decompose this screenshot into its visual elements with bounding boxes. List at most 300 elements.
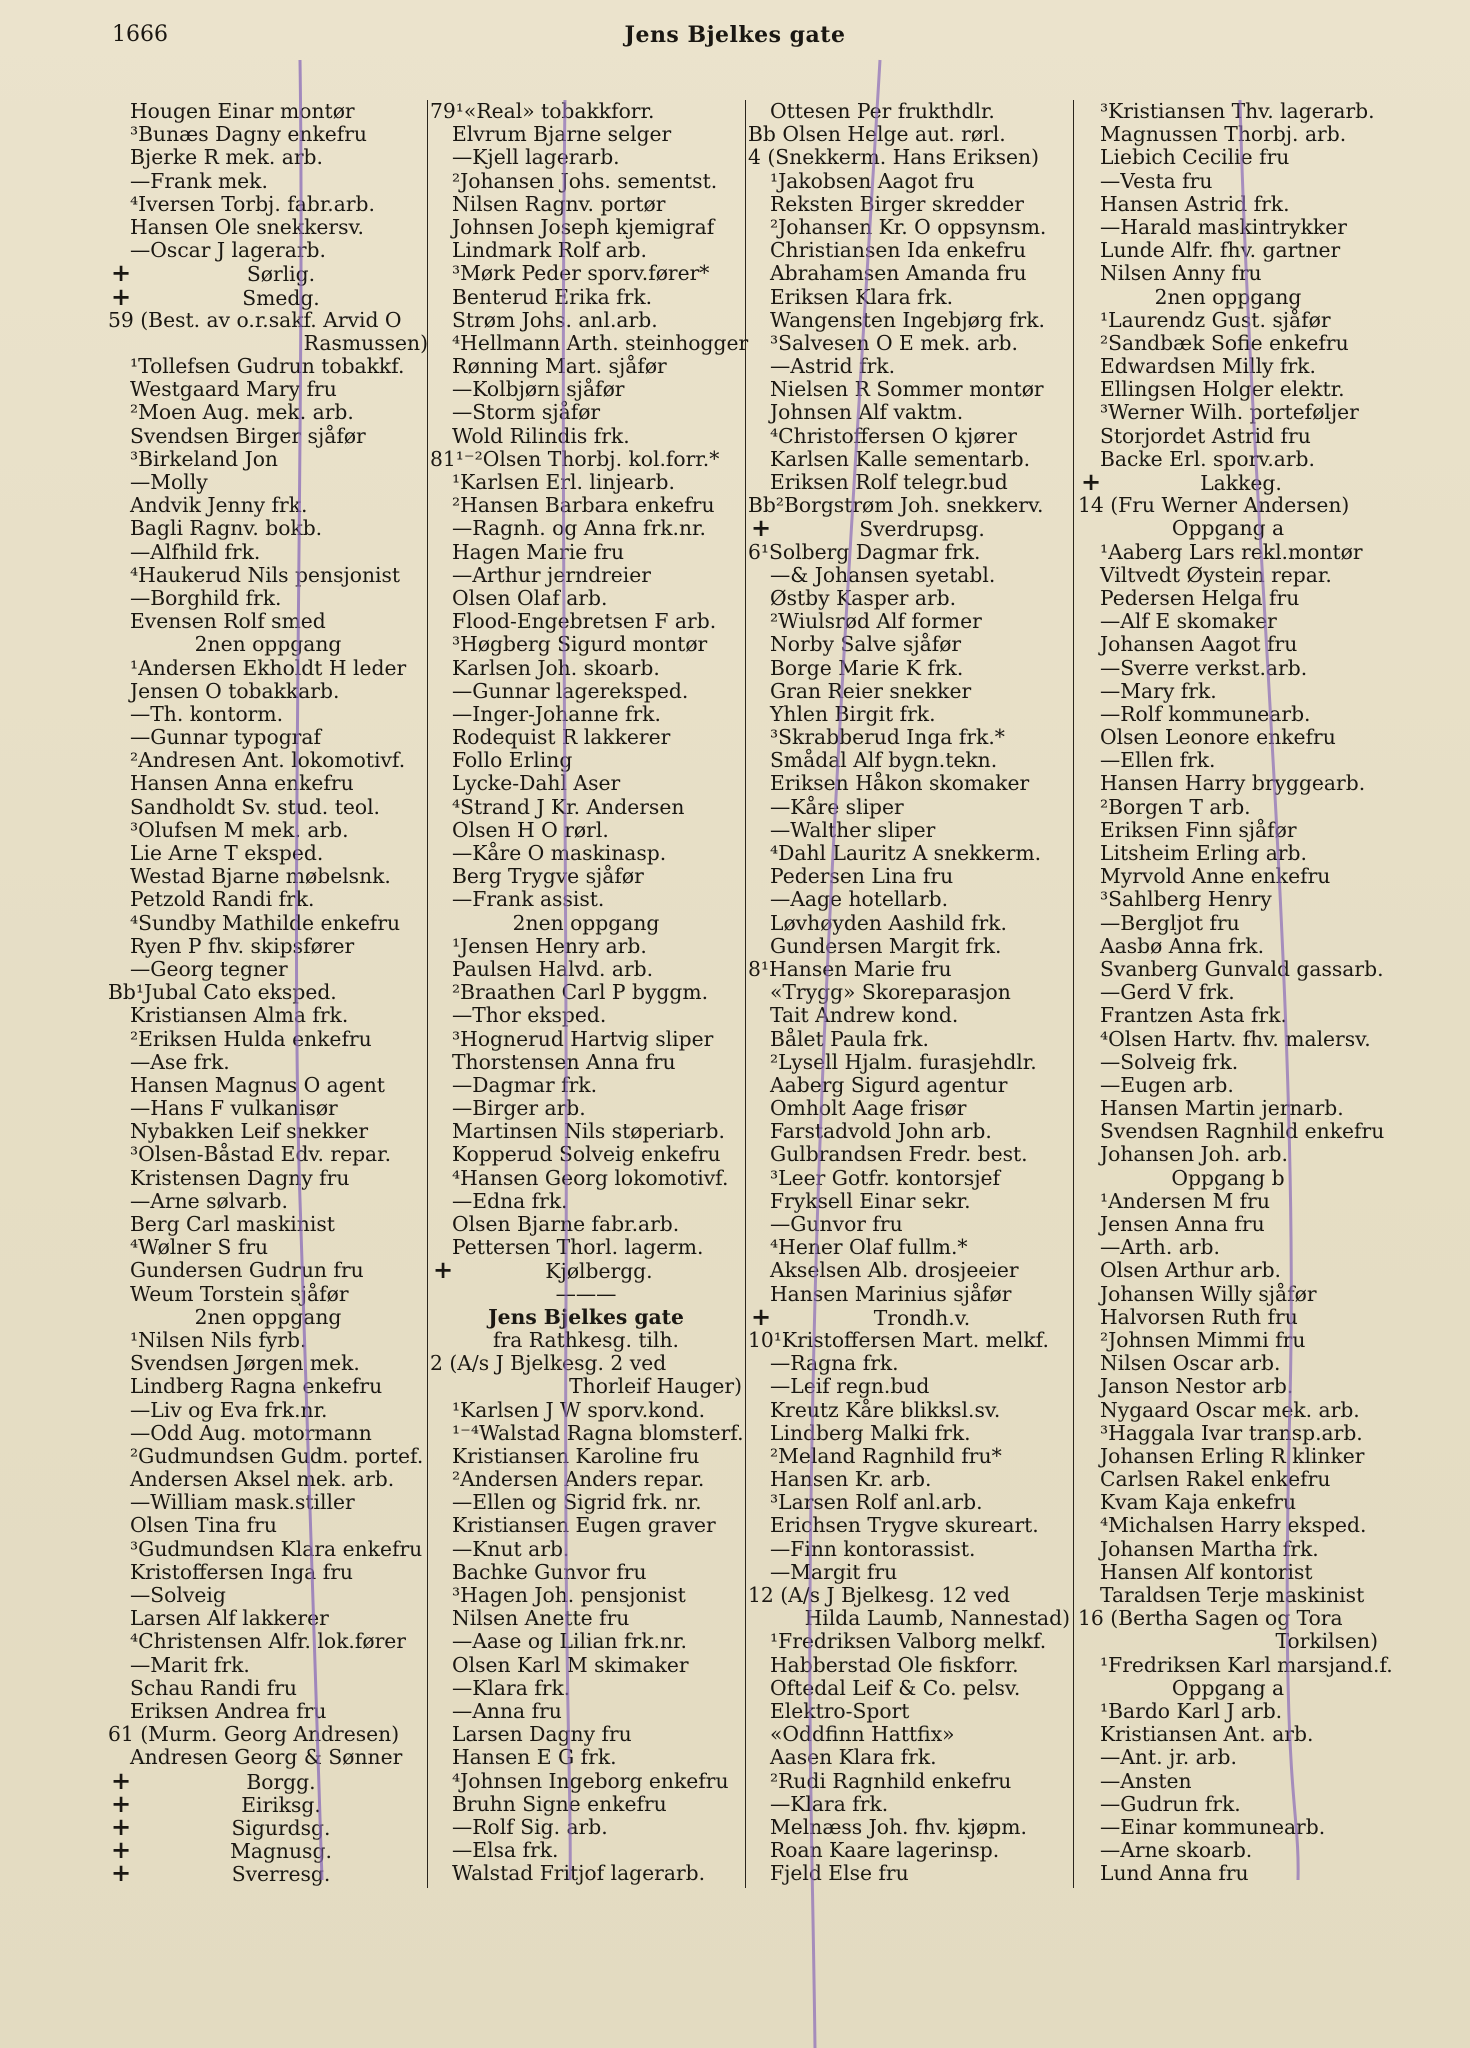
section-heading bbox=[1078, 1167, 1378, 1190]
resident-text: Nielsen R Sommer montør bbox=[770, 377, 1044, 402]
resident-entry bbox=[1078, 1259, 1378, 1282]
resident-entry bbox=[108, 123, 428, 146]
resident-entry bbox=[1078, 146, 1378, 169]
resident-text: Hansen Anna enkefru bbox=[130, 771, 354, 796]
directory-column-1 bbox=[108, 99, 428, 1888]
resident-text: Magnussen Thorbj. arb. bbox=[1100, 122, 1347, 147]
resident-text: —Odd Aug. motormann bbox=[130, 1420, 372, 1445]
resident-entry bbox=[108, 1630, 428, 1653]
resident-text: Johnsen Joseph kjemigraf bbox=[452, 214, 715, 239]
resident-entry bbox=[430, 286, 742, 309]
resident-text: —Klara frk. bbox=[770, 1791, 889, 1816]
resident-entry bbox=[748, 401, 1070, 424]
resident-text: ²Braathen Carl P byggm. bbox=[452, 980, 709, 1005]
resident-entry bbox=[748, 309, 1070, 332]
resident-text: Hagen Marie fru bbox=[452, 539, 625, 564]
house-text: Bb²Borgstrøm Joh. snekkerv. bbox=[748, 493, 1044, 518]
resident-entry bbox=[430, 749, 742, 772]
section-heading bbox=[1078, 517, 1378, 540]
resident-text: Lindberg Ragna enkefru bbox=[130, 1374, 383, 1399]
resident-entry bbox=[748, 726, 1070, 749]
resident-text: ¹Jakobsen Aagot fru bbox=[770, 168, 975, 193]
resident-text: Johansen Aagot fru bbox=[1100, 632, 1298, 657]
house-entry bbox=[108, 981, 428, 1004]
resident-text: Eriksen Håkon skomaker bbox=[770, 771, 1030, 796]
resident-text: —Kåre O maskinasp. bbox=[452, 841, 667, 865]
resident-text: —Ellen og Sigrid frk. nr. bbox=[452, 1490, 702, 1515]
resident-text: Farstadvold John arb. bbox=[770, 1119, 992, 1144]
house-entry bbox=[748, 1584, 1070, 1607]
resident-entry bbox=[430, 193, 742, 216]
resident-text: Østby Kasper arb. bbox=[770, 585, 957, 610]
resident-entry bbox=[108, 1607, 428, 1630]
resident-entry bbox=[430, 1630, 742, 1653]
resident-text: Taraldsen Terje maskinist bbox=[1100, 1583, 1365, 1607]
resident-text: Olsen Leonore enkefru bbox=[1100, 725, 1336, 750]
resident-entry bbox=[748, 587, 1070, 610]
resident-text: ²Hansen Barbara enkefru bbox=[452, 493, 715, 518]
section-heading-text: 2nen oppgang bbox=[194, 1304, 342, 1329]
cross-street-icon: + bbox=[432, 1255, 454, 1285]
resident-entry bbox=[748, 262, 1070, 285]
resident-text: Bachke Gunvor fru bbox=[452, 1559, 647, 1584]
resident-text: Westad Bjarne møbelsnk. bbox=[130, 864, 391, 889]
resident-entry bbox=[1078, 262, 1378, 285]
resident-entry bbox=[1078, 912, 1378, 935]
resident-text: Lie Arne T eksped. bbox=[130, 841, 324, 865]
resident-text: ⁴Christensen Alfr. lok.fører bbox=[130, 1629, 406, 1654]
resident-text: Eriksen Finn sjåfør bbox=[1100, 817, 1297, 842]
resident-entry bbox=[1078, 633, 1378, 656]
resident-text: Weum Torstein sjåfør bbox=[130, 1281, 349, 1306]
resident-entry bbox=[748, 1723, 1070, 1746]
resident-entry bbox=[108, 1213, 428, 1236]
resident-text: ²Johansen Johs. sementst. bbox=[452, 168, 718, 193]
resident-entry bbox=[108, 1190, 428, 1213]
house-text: 79¹«Real» tobakkforr. bbox=[430, 99, 655, 123]
resident-text: Elvrum Bjarne selger bbox=[452, 122, 672, 147]
resident-entry bbox=[1078, 1236, 1378, 1259]
house-text: 4 (Snekkerm. Hans Eriksen) bbox=[748, 145, 1039, 170]
resident-entry bbox=[1078, 1399, 1378, 1422]
directory-column-3 bbox=[748, 100, 1070, 1885]
resident-entry bbox=[430, 541, 742, 564]
resident-text: Hansen E G frk. bbox=[452, 1745, 617, 1770]
resident-text: —Storm sjåfør bbox=[452, 400, 601, 425]
house-entry bbox=[748, 958, 1070, 981]
resident-entry bbox=[748, 842, 1070, 865]
resident-entry bbox=[108, 1700, 428, 1723]
resident-text: —Gunnar lagereksped. bbox=[452, 678, 689, 703]
resident-text: Lund Anna fru bbox=[1100, 1861, 1249, 1886]
resident-text: Kreutz Kåre blikksl.sv. bbox=[770, 1397, 1001, 1422]
resident-text: ¹Fredriksen Karl marsjand.f. bbox=[1100, 1652, 1393, 1677]
resident-entry bbox=[748, 1051, 1070, 1074]
resident-entry bbox=[108, 1074, 428, 1097]
resident-text: Andersen Aksel mek. arb. bbox=[130, 1467, 395, 1492]
resident-text: —Arne sølvarb. bbox=[130, 1188, 288, 1213]
resident-text: Andvik Jenny frk. bbox=[130, 493, 308, 518]
resident-entry bbox=[430, 309, 742, 332]
resident-entry bbox=[108, 1422, 428, 1445]
resident-entry bbox=[748, 100, 1070, 123]
cross-street-name: Sigurdsg. bbox=[231, 1815, 331, 1840]
resident-text: Ottesen Per frukthdlr. bbox=[770, 99, 995, 123]
resident-text: ¹Tollefsen Gudrun tobakkf. bbox=[130, 354, 405, 379]
resident-entry bbox=[748, 1190, 1070, 1213]
resident-text: Backe Erl. sporv.arb. bbox=[1100, 446, 1315, 471]
resident-entry bbox=[430, 865, 742, 888]
resident-text: Johansen Willy sjåfør bbox=[1100, 1281, 1317, 1306]
house-entry bbox=[748, 541, 1070, 564]
resident-text: Olsen Tina fru bbox=[130, 1513, 277, 1538]
resident-entry bbox=[108, 1584, 428, 1607]
resident-entry bbox=[748, 1213, 1070, 1236]
resident-text: Carlsen Rakel enkefru bbox=[1100, 1467, 1331, 1492]
resident-entry bbox=[430, 958, 742, 981]
resident-entry bbox=[430, 703, 742, 726]
house-entry bbox=[1078, 1607, 1378, 1630]
resident-entry bbox=[430, 819, 742, 842]
resident-entry bbox=[430, 680, 742, 703]
resident-text: ⁴Hellmann Arth. steinhogger bbox=[452, 330, 749, 355]
resident-text: —Borghild frk. bbox=[130, 585, 282, 610]
resident-text: «Trygg» Skoreparasjon bbox=[770, 980, 1011, 1005]
resident-text: Borge Marie K frk. bbox=[770, 655, 964, 680]
house-entry bbox=[430, 100, 742, 123]
resident-entry bbox=[430, 1839, 742, 1862]
resident-text: Johansen Joh. arb. bbox=[1100, 1142, 1288, 1167]
resident-entry bbox=[430, 1677, 742, 1700]
section-heading bbox=[430, 1329, 742, 1352]
resident-text: —Hans F vulkanisør bbox=[130, 1096, 338, 1121]
section-heading bbox=[430, 912, 742, 935]
resident-entry bbox=[108, 355, 428, 378]
resident-text: Svendsen Birger sjåfør bbox=[130, 423, 366, 448]
section-heading bbox=[108, 1306, 428, 1329]
resident-text: Hansen Martin jernarb. bbox=[1100, 1096, 1344, 1121]
resident-entry bbox=[108, 1445, 428, 1468]
resident-text: Erichsen Trygve skureart. bbox=[770, 1513, 1039, 1538]
resident-text: ¹Andersen Ekholdt H leder bbox=[130, 655, 407, 680]
resident-text: —Rolf Sig. arb. bbox=[452, 1814, 608, 1839]
resident-entry bbox=[430, 378, 742, 401]
resident-text: Kristiansen Karoline fru bbox=[452, 1443, 700, 1468]
resident-entry bbox=[430, 146, 742, 169]
resident-entry bbox=[748, 1375, 1070, 1398]
resident-text: ³Larsen Rolf anl.arb. bbox=[770, 1490, 983, 1515]
cross-street-icon: + bbox=[110, 258, 132, 288]
resident-text: Hansen Harry bryggearb. bbox=[1100, 771, 1366, 796]
resident-entry bbox=[108, 1051, 428, 1074]
cross-street-name: Smedg. bbox=[242, 285, 320, 310]
resident-text: Aasbø Anna frk. bbox=[1100, 933, 1265, 958]
resident-text: Løvhøyden Aashild frk. bbox=[770, 910, 1007, 935]
resident-entry bbox=[430, 1793, 742, 1816]
resident-text: Gundersen Margit frk. bbox=[770, 933, 1002, 958]
resident-entry bbox=[108, 1143, 428, 1166]
cross-street-icon: + bbox=[750, 1301, 772, 1331]
resident-entry bbox=[748, 170, 1070, 193]
resident-entry bbox=[430, 401, 742, 424]
resident-text: Paulsen Halvd. arb. bbox=[452, 956, 654, 981]
continuation-text: Torkilsen) bbox=[1275, 1629, 1378, 1654]
resident-text: —Gudrun frk. bbox=[1100, 1791, 1241, 1816]
resident-text: —Alf E skomaker bbox=[1100, 609, 1277, 634]
cross-street-name: Sørlig. bbox=[246, 262, 316, 287]
resident-text: Ellingsen Holger elektr. bbox=[1100, 377, 1345, 402]
resident-text: Norby Salve sjåfør bbox=[770, 632, 962, 657]
resident-entry bbox=[1078, 1538, 1378, 1561]
resident-text: —Dagmar frk. bbox=[452, 1072, 598, 1097]
house-entry bbox=[748, 123, 1070, 146]
resident-entry bbox=[108, 146, 428, 169]
continuation-line bbox=[1078, 1630, 1378, 1653]
resident-entry bbox=[1078, 1445, 1378, 1468]
continuation-text: Rasmussen) bbox=[303, 330, 428, 355]
resident-entry bbox=[108, 401, 428, 424]
resident-entry bbox=[430, 1607, 742, 1630]
resident-entry bbox=[430, 1143, 742, 1166]
resident-text: ¹Karlsen Erl. linjearb. bbox=[452, 470, 675, 494]
resident-entry bbox=[108, 726, 428, 749]
resident-text: —Aage hotellarb. bbox=[770, 887, 949, 912]
resident-entry bbox=[1078, 1074, 1378, 1097]
section-heading-text: 2nen oppgang bbox=[512, 910, 660, 935]
resident-text: —Molly bbox=[130, 470, 208, 494]
section-heading bbox=[1078, 1677, 1378, 1700]
resident-entry bbox=[430, 1491, 742, 1514]
resident-entry bbox=[108, 170, 428, 193]
resident-entry bbox=[1078, 1839, 1378, 1862]
resident-text: ⁴Johnsen Ingeborg enkefru bbox=[452, 1768, 729, 1793]
cross-street-line bbox=[108, 1811, 428, 1841]
resident-text: —Gunnar typograf bbox=[130, 725, 321, 750]
resident-entry bbox=[108, 1746, 428, 1769]
resident-text: Pedersen Lina fru bbox=[770, 864, 954, 889]
resident-entry bbox=[1078, 935, 1378, 958]
resident-entry bbox=[1078, 216, 1378, 239]
resident-entry bbox=[108, 680, 428, 703]
resident-text: ⁴Haukerud Nils pensjonist bbox=[130, 562, 401, 587]
resident-text: ⁴Strand J Kr. Andersen bbox=[452, 794, 685, 819]
resident-entry bbox=[1078, 193, 1378, 216]
resident-text: —Anna fru bbox=[452, 1698, 562, 1723]
resident-entry bbox=[430, 842, 742, 865]
resident-text: —Solveig bbox=[130, 1583, 226, 1607]
resident-entry bbox=[108, 796, 428, 819]
resident-text: ¹Jensen Henry arb. bbox=[452, 933, 647, 958]
resident-entry bbox=[108, 587, 428, 610]
resident-entry bbox=[748, 448, 1070, 471]
house-entry bbox=[430, 1352, 742, 1375]
resident-entry bbox=[430, 355, 742, 378]
resident-text: —Arth. arb. bbox=[1100, 1235, 1220, 1260]
resident-text: Reksten Birger skredder bbox=[770, 191, 1024, 216]
resident-text: ³Gudmundsen Klara enkefru bbox=[130, 1536, 423, 1561]
section-heading-text: fra Rathkesg. tilh. bbox=[493, 1327, 679, 1352]
section-heading bbox=[430, 1283, 742, 1306]
resident-text: —Th. kontorm. bbox=[130, 701, 284, 726]
resident-entry bbox=[430, 1097, 742, 1120]
cross-street-name: Kjølbergg. bbox=[545, 1259, 653, 1284]
resident-text: Gundersen Gudrun fru bbox=[130, 1258, 364, 1283]
cross-street-icon: + bbox=[110, 1858, 132, 1888]
resident-text: ³Leer Gotfr. kontorsjef bbox=[770, 1165, 1000, 1190]
resident-text: —Kåre sliper bbox=[770, 794, 904, 819]
resident-text: ³Birkeland Jon bbox=[130, 446, 278, 471]
resident-text: Olsen Olaf arb. bbox=[452, 585, 608, 610]
resident-text: —Harald maskintrykker bbox=[1100, 214, 1347, 239]
resident-entry bbox=[1078, 772, 1378, 795]
resident-entry bbox=[1078, 1561, 1378, 1584]
resident-entry bbox=[1078, 842, 1378, 865]
resident-entry bbox=[748, 564, 1070, 587]
resident-entry bbox=[748, 216, 1070, 239]
section-heading-text: 2nen oppgang bbox=[194, 632, 342, 657]
resident-text: —Finn kontorassist. bbox=[770, 1536, 976, 1561]
resident-entry bbox=[1078, 1700, 1378, 1723]
cross-street-name: Eiriksg. bbox=[241, 1792, 321, 1817]
resident-entry bbox=[1078, 564, 1378, 587]
resident-text: Svendsen Jørgen mek. bbox=[130, 1351, 360, 1376]
cross-street-name: Sverdrupsg. bbox=[859, 517, 985, 542]
cross-street-line bbox=[108, 1835, 428, 1865]
resident-entry bbox=[430, 1236, 742, 1259]
resident-text: Habberstad Ole fiskforr. bbox=[770, 1652, 1019, 1677]
resident-text: Ryen P fhv. skipsfører bbox=[130, 933, 355, 958]
resident-entry bbox=[748, 1746, 1070, 1769]
resident-text: Christiansen Ida enkefru bbox=[770, 238, 1027, 263]
resident-entry bbox=[748, 1004, 1070, 1027]
resident-entry bbox=[108, 494, 428, 517]
resident-text: Roan Kaare lagerinsp. bbox=[770, 1838, 1000, 1863]
resident-entry bbox=[430, 123, 742, 146]
resident-text: Smådal Alf bygn.tekn. bbox=[770, 748, 998, 773]
resident-text: Andresen Georg & Sønner bbox=[130, 1745, 403, 1770]
house-entry bbox=[748, 494, 1070, 517]
resident-text: Sandholdt Sv. stud. teol. bbox=[130, 794, 380, 819]
resident-entry bbox=[748, 378, 1070, 401]
resident-entry bbox=[430, 517, 742, 540]
resident-entry bbox=[1078, 1746, 1378, 1769]
resident-entry bbox=[1078, 541, 1378, 564]
section-heading-text: Oppgang b bbox=[1171, 1165, 1285, 1190]
cross-street-icon: + bbox=[110, 1811, 132, 1841]
resident-text: ³Høgberg Sigurd montør bbox=[452, 632, 708, 657]
resident-text: —Mary frk. bbox=[1100, 678, 1217, 703]
resident-text: —William mask.stiller bbox=[130, 1490, 355, 1515]
resident-entry bbox=[108, 888, 428, 911]
resident-entry bbox=[108, 471, 428, 494]
resident-entry bbox=[108, 958, 428, 981]
resident-entry bbox=[430, 1399, 742, 1422]
directory-column-4 bbox=[1078, 99, 1393, 1886]
resident-entry bbox=[430, 1862, 742, 1885]
column-rule bbox=[1073, 100, 1074, 1888]
cross-street-icon: + bbox=[110, 1765, 132, 1795]
resident-entry bbox=[1078, 1213, 1378, 1236]
resident-text: —Thor eksped. bbox=[452, 1003, 607, 1028]
resident-entry bbox=[748, 1259, 1070, 1282]
resident-entry bbox=[748, 1839, 1070, 1862]
resident-entry bbox=[1078, 309, 1378, 332]
resident-entry bbox=[748, 703, 1070, 726]
resident-text: Hansen Kr. arb. bbox=[770, 1467, 932, 1492]
resident-text: Melnæss Joh. fhv. kjøpm. bbox=[770, 1814, 1027, 1839]
resident-entry bbox=[1078, 239, 1378, 262]
resident-entry bbox=[430, 1190, 742, 1213]
resident-text: Bagli Ragnv. bokb. bbox=[130, 516, 323, 541]
resident-entry bbox=[108, 378, 428, 401]
resident-entry bbox=[108, 1028, 428, 1051]
resident-entry bbox=[748, 332, 1070, 355]
cross-street-icon: + bbox=[110, 1835, 132, 1865]
resident-entry bbox=[430, 330, 749, 355]
resident-entry bbox=[430, 772, 742, 795]
resident-text: Jensen Anna fru bbox=[1100, 1212, 1265, 1236]
house-text: 61 (Murm. Georg Andresen) bbox=[108, 1722, 400, 1747]
resident-text: Oftedal Leif & Co. pelsv. bbox=[770, 1675, 1021, 1700]
resident-entry bbox=[430, 1074, 742, 1097]
resident-entry bbox=[748, 772, 1070, 795]
resident-entry bbox=[1078, 123, 1378, 146]
resident-entry bbox=[1078, 703, 1378, 726]
resident-entry bbox=[748, 1514, 1070, 1537]
resident-text: —Oscar J lagerarb. bbox=[130, 238, 326, 263]
resident-entry bbox=[108, 564, 428, 587]
resident-text: Gran Reier snekker bbox=[770, 678, 972, 703]
page-number: 1666 bbox=[112, 22, 168, 47]
house-text: 16 (Bertha Sagen og Tora bbox=[1078, 1606, 1343, 1631]
resident-entry bbox=[430, 1445, 742, 1468]
cross-street-icon: + bbox=[750, 513, 772, 543]
resident-text: ¹Nilsen Nils fyrb. bbox=[130, 1327, 307, 1352]
resident-text: ⁴Sundby Mathilde enkefru bbox=[130, 910, 401, 935]
resident-entry bbox=[108, 1677, 428, 1700]
resident-text: ⁴Michalsen Harry eksped. bbox=[1100, 1513, 1367, 1538]
resident-entry bbox=[430, 610, 742, 633]
resident-text: Thorstensen Anna fru bbox=[452, 1049, 676, 1074]
resident-entry bbox=[108, 749, 428, 772]
resident-text: Hansen Ole snekkersv. bbox=[130, 214, 364, 239]
resident-text: Schau Randi fru bbox=[130, 1675, 297, 1700]
resident-text: Litsheim Erling arb. bbox=[1100, 841, 1307, 865]
resident-text: Jensen O tobakkarb. bbox=[130, 678, 340, 703]
resident-entry bbox=[748, 1561, 1070, 1584]
resident-entry bbox=[1078, 1491, 1378, 1514]
resident-text: Kristiansen Eugen graver bbox=[452, 1513, 716, 1538]
resident-entry bbox=[748, 1770, 1070, 1793]
street-title bbox=[430, 1306, 742, 1329]
resident-entry bbox=[430, 1746, 742, 1769]
resident-entry bbox=[1078, 1652, 1393, 1677]
house-text: Bb¹Jubal Cato eksped. bbox=[108, 980, 337, 1005]
resident-entry bbox=[108, 1468, 428, 1491]
resident-text: Viltvedt Øystein repar. bbox=[1100, 562, 1332, 587]
resident-text: —Vesta fru bbox=[1100, 168, 1213, 193]
resident-entry bbox=[1078, 888, 1378, 911]
resident-text: ³Hagen Joh. pensjonist bbox=[452, 1583, 686, 1607]
resident-text: Nybakken Leif snekker bbox=[130, 1119, 369, 1144]
resident-entry bbox=[108, 703, 428, 726]
resident-text: —Astrid frk. bbox=[770, 354, 896, 379]
resident-text: ³Werner Wilh. porteføljer bbox=[1100, 400, 1359, 425]
resident-text: —Sverre verkst.arb. bbox=[1100, 655, 1308, 680]
resident-entry bbox=[1078, 749, 1378, 772]
resident-text: —Ase frk. bbox=[130, 1049, 230, 1074]
resident-entry bbox=[430, 1654, 742, 1677]
